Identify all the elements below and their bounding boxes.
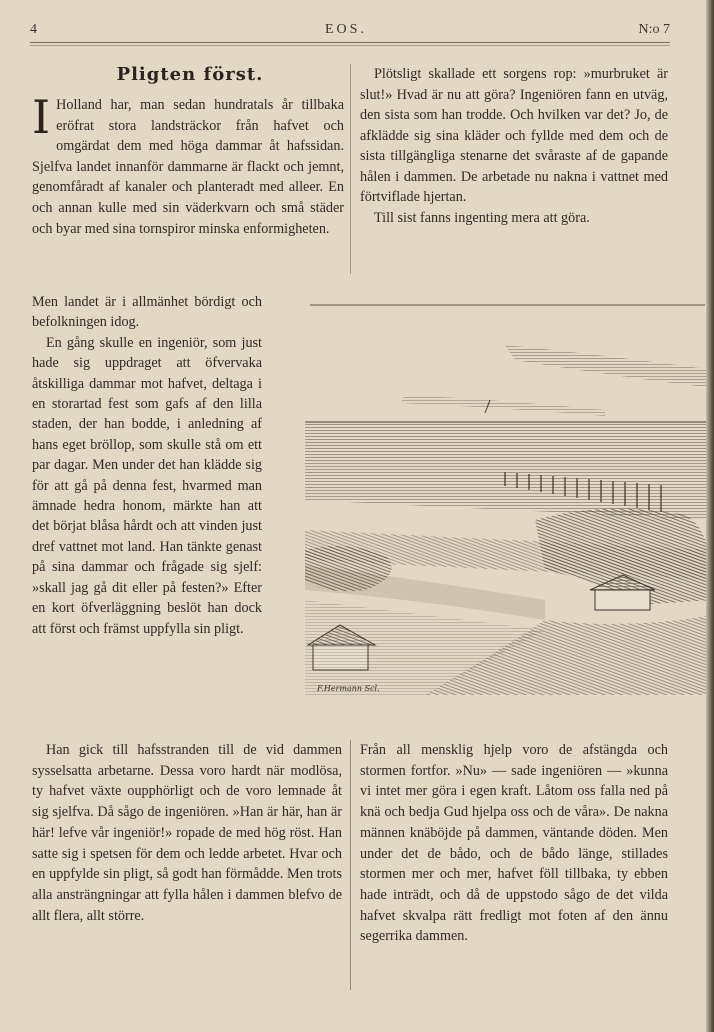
intro-column — [32, 90, 344, 239]
illustration-signature: F.Hermann Scl. — [317, 684, 380, 693]
header-rule — [30, 42, 670, 43]
header-rule-secondary — [30, 45, 670, 46]
page-number: 4 — [30, 22, 37, 37]
issue-number: N:o 7 — [638, 22, 670, 37]
dike-landscape-engraving — [305, 300, 714, 695]
mortar-paragraph: Plötsligt skallade ett sorgens rop: »murbruket är slut!» Hvad är nu att göra? Ingeniören fann en utväg, den sista som han trodde. Och hvilken var det? Jo, de afklädde sig sina kläder och fyllde med dem och de sista tillgängliga stenarne det svåraste af de gapande hålen i dammen. De arbetade nu nakna i vattnet med förtviflade hjertan. — [360, 66, 668, 205]
landscape-illustration — [305, 300, 714, 695]
page-edge-shadow — [706, 0, 714, 1032]
bottom-right-column — [360, 740, 668, 947]
intro-paragraph: Holland har, man sedan hundratals år tillbaka eröfrat stora landsträckor från hafvet och omgärdat dem med höga dammar åt hafssidan. Sjelfva landet innanför dammarne är flackt och jemnt, genomfåradt af kanaler och planteradt med alleer. En och annan kulle med sin väderkvarn och små städer och byar med sina tornspiror minska enformigheten. — [32, 97, 344, 237]
column-divider-top — [350, 64, 351, 274]
drop-cap: I — [32, 90, 51, 144]
journal-title: EOS. — [325, 22, 367, 37]
page-header — [30, 18, 670, 42]
nothing-more-paragraph: Till sist fanns ingenting mera att göra. — [374, 209, 590, 226]
shore-paragraph: Han gick till hafsstranden till de vid dammen sysselsatta arbetarne. Dessa voro hardt när modlösa, ty hafvet växte oupphörligt och de voro lemnade åt sig sjelfva. Då sågo de ingeniören. »Han är här, han är här! lefve vår ingeniör!» ropade de med hög röst. Han satte sig i spetsen för dem och ledde arbetet. Hvar och en uppfylde sin pligt, så godt han förmådde. Men trots alla ansträngningar att fylla hålen i dammen blefvo de allt flera, allt större. — [32, 742, 342, 924]
intro-second-paragraph: Men landet är i allmänhet bördigt och befolkningen idog. — [32, 294, 262, 331]
prayer-paragraph: Från all mensklig hjelp voro de afstängda och stormen fortfor. »Nu» — sade ingeniören — »kunna vi intet mer göra i egen kraft. Låtom oss falla ned på knä och bedja Gud hjelpa oss och de våra». De nakna männen knäböjde på dammen, väntande döden. Men under det de bådo, och de bådo länge, stillades stormen mer och mer, hafvet föll tillbaka, ty ebben hade inträdt, och då de uppstodo sågo de det vilda hafvet skvalpa rätt fredligt mot foten af den ännu segerrika dammen. — [360, 742, 668, 945]
article-title: Pligten först. — [116, 64, 264, 85]
bottom-left-column — [32, 740, 342, 926]
column-divider-bottom — [350, 740, 351, 990]
engineer-paragraph: En gång skulle en ingeniör, som just hade sig uppdraget att öfvervaka åtskilliga dammar mot hafvet, deltaga i en storartad fest som gafs af den lilla staden, der han bodde, i anledning af hans eget bröllop, som skulle stå om ett par dagar. Men under det han klädde sig för att gå på denna fest, hvarmed man ämnade hedra honom, märkte han att det börjat blåsa hårdt och att vinden just dref vattnet mot land. Han tänkte genast på sina dammar och frågade sig sjelf: »skall jag gå dit eller på festen?» Efter en kort öfverläggning beslöt han dock att först och främst uppfylla sin pligt. — [32, 334, 262, 637]
right-top-column — [360, 64, 668, 228]
narrow-column — [32, 292, 262, 639]
